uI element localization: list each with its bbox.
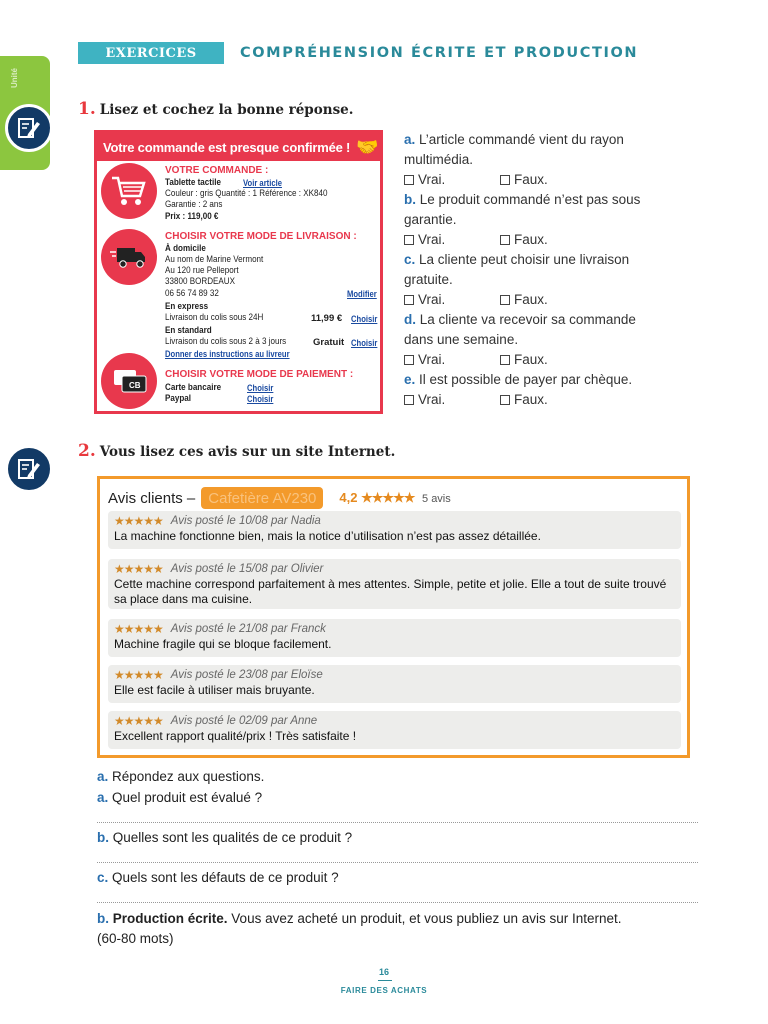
address-phone: 06 56 74 89 32 (165, 288, 219, 299)
review-item (108, 619, 681, 657)
page-number: 16 (378, 967, 389, 977)
review-text: La machine fonctionne bien, mais la notice d’utilisation n’est pas assez détaillée. (114, 529, 541, 543)
review-text: Elle est facile à utiliser mais bruyante. (114, 683, 315, 697)
part-b-instruction (97, 909, 697, 949)
answer-row (404, 390, 684, 410)
review-meta (114, 622, 675, 636)
statement-line-cont: gratuite. (404, 272, 453, 287)
statement-line-cont: multimédia. (404, 152, 474, 167)
product-details: Couleur : gris Quantité : 1 Référence : XK840 (165, 188, 328, 199)
checkbox-icon[interactable] (500, 175, 510, 185)
checkbox-icon[interactable] (404, 235, 414, 245)
true-option[interactable] (404, 170, 500, 190)
false-option[interactable] (500, 170, 596, 190)
part-text: Répondez aux questions. (112, 769, 265, 784)
review-item (108, 711, 681, 749)
review-item (108, 559, 681, 609)
choose-express-link[interactable]: Choisir (351, 314, 378, 324)
question-text: Quelles sont les qualités de ce produit ? (112, 830, 353, 845)
home-delivery-label (165, 243, 206, 255)
question-text: Quels sont les défauts de ce produit ? (112, 870, 339, 885)
statement-line (404, 190, 684, 210)
product-name: Tablette tactile (165, 177, 221, 188)
card-payment-label (165, 382, 221, 394)
answer-row (404, 230, 684, 250)
address-city: 33800 BORDEAUX (165, 276, 236, 287)
paypal-label (165, 393, 191, 405)
statement-line (404, 250, 684, 270)
statement-text: La cliente va recevoir sa commande (419, 312, 636, 327)
true-label: Vrai. (418, 352, 446, 367)
question-letter: c. (97, 870, 109, 885)
exercises-label: EXERCICES (105, 45, 197, 61)
handshake-icon: 🤝 (356, 136, 379, 157)
express-price: 11,99 € (311, 313, 343, 324)
review-meta (114, 514, 675, 528)
answer-row (404, 290, 684, 310)
true-option[interactable] (404, 390, 500, 410)
statement-line-cont: dans une semaine. (404, 332, 519, 347)
footer-divider (378, 980, 392, 981)
order-confirmation-box (94, 130, 383, 414)
review-meta (114, 562, 675, 576)
statement-text: La cliente peut choisir une livraison (419, 252, 630, 267)
true-label: Vrai. (418, 172, 446, 187)
address-street: Au 120 rue Pelleport (165, 265, 239, 276)
statement-line (404, 370, 684, 390)
checkbox-icon[interactable] (404, 355, 414, 365)
question-2-title (78, 441, 395, 461)
checkbox-icon[interactable] (500, 235, 510, 245)
delivery-instructions-link[interactable]: Donner des instructions au livreur (165, 349, 290, 359)
statement-line (404, 310, 684, 330)
checkbox-icon[interactable] (404, 175, 414, 185)
chapter-label: FAIRE DES ACHATS (340, 986, 428, 995)
rating-stars-icon: ★★★★★ (361, 490, 415, 505)
review-author-date: Avis posté le 02/09 par Anne (170, 715, 318, 727)
card-payment-text: Carte bancaire (165, 382, 222, 393)
part-a-instruction (97, 769, 264, 784)
checkbox-icon[interactable] (500, 395, 510, 405)
true-option[interactable] (404, 230, 500, 250)
question-b (97, 830, 352, 845)
part-bold: Production écrite. (112, 911, 228, 926)
star-rating-icon: ★★★★★ (114, 714, 163, 728)
question-letter: b. (97, 830, 109, 845)
review-meta (114, 668, 675, 682)
page-title: COMPRÉHENSION ÉCRITE ET PRODUCTION (240, 45, 639, 61)
product-line (165, 177, 221, 189)
product-tag: Cafetière AV230 (201, 487, 323, 509)
part-text: Vous avez acheté un produit, et vous publiez un avis sur Internet. (227, 911, 622, 926)
standard-text: En standard (165, 325, 212, 336)
see-article-link[interactable]: Voir article (243, 178, 282, 188)
writing-exercise-icon (5, 445, 53, 493)
false-option[interactable] (500, 290, 596, 310)
reviews-header-label: Avis clients – (108, 489, 196, 507)
false-label: Faux. (514, 352, 548, 367)
statement-letter: e. (404, 372, 416, 387)
express-desc: Livraison du colis sous 24H (165, 312, 264, 323)
statement-letter: a. (404, 132, 416, 147)
review-item (108, 511, 681, 549)
customer-reviews-panel (97, 476, 690, 758)
answer-line[interactable] (97, 862, 698, 863)
review-text: Excellent rapport qualité/prix ! Très satisfaite ! (114, 729, 357, 743)
part-letter: b. (97, 911, 109, 926)
question-number: 1. (78, 99, 96, 119)
rating-value: 4,2 (339, 490, 358, 505)
false-option[interactable] (500, 350, 596, 370)
product-warranty: Garantie : 2 ans (165, 199, 223, 210)
review-text: Cette machine correspond parfaitement à mes attentes. Simple, petite et jolie. Elle a tout de suite trouvé sa place dans ma cuisine. (114, 577, 667, 606)
question-a (97, 790, 262, 805)
paypal-text: Paypal (165, 393, 192, 404)
star-rating-icon: ★★★★★ (114, 668, 163, 682)
statement-letter: b. (404, 192, 416, 207)
part-letter: a. (97, 769, 109, 784)
standard-desc: Livraison du colis sous 2 à 3 jours (165, 336, 287, 347)
product-price (165, 211, 218, 223)
address-name: Au nom de Marine Vermont (165, 254, 264, 265)
answer-line[interactable] (97, 902, 698, 903)
question-c (97, 870, 339, 885)
statement-text: L’article commandé vient du rayon (419, 132, 624, 147)
review-count: 5 avis (422, 493, 451, 505)
statement-letter: c. (404, 252, 416, 267)
payment-section-title: CHOISIR VOTRE MODE DE PAIEMENT : (165, 369, 354, 380)
statement-line (404, 130, 684, 150)
question-text: Vous lisez ces avis sur un site Internet. (99, 444, 396, 460)
question-number: 2. (78, 441, 96, 461)
true-label: Vrai. (418, 292, 446, 307)
reviews-header (108, 487, 451, 509)
false-label: Faux. (514, 292, 548, 307)
order-section-title: VOTRE COMMANDE : (165, 165, 269, 176)
shopping-cart-icon (101, 163, 157, 219)
cb-logo-text: CB (129, 381, 141, 390)
statement-text: Il est possible de payer par chèque. (419, 372, 633, 387)
false-label: Faux. (514, 172, 548, 187)
star-rating-icon: ★★★★★ (114, 562, 163, 576)
word-count: (60-80 mots) (97, 931, 174, 946)
true-option[interactable] (404, 290, 500, 310)
average-rating (339, 490, 450, 506)
review-author-date: Avis posté le 15/08 par Olivier (170, 563, 324, 575)
checkbox-icon[interactable] (404, 295, 414, 305)
answer-row (404, 170, 684, 190)
order-headline-text: Votre commande est presque confirmée ! (103, 139, 351, 155)
price-value: Prix : 119,00 € (165, 211, 219, 222)
writing-exercise-icon (5, 104, 53, 152)
choose-standard-link[interactable]: Choisir (351, 338, 378, 348)
false-label: Faux. (514, 392, 548, 407)
delivery-truck-icon (101, 229, 157, 285)
delivery-section-title: CHOISIR VOTRE MODE DE LIVRAISON : (165, 231, 357, 242)
question-text: Lisez et cochez la bonne réponse. (99, 102, 354, 118)
review-text: Machine fragile qui se bloque facilement. (114, 637, 332, 651)
question-text: Quel produit est évalué ? (112, 790, 263, 805)
choose-card-link[interactable]: Choisir (247, 383, 274, 393)
false-label: Faux. (514, 232, 548, 247)
side-tab-label: Unité (10, 68, 19, 88)
question-letter: a. (97, 790, 109, 805)
checkbox-icon[interactable] (500, 355, 510, 365)
true-label: Vrai. (418, 232, 446, 247)
modify-link[interactable]: Modifier (347, 289, 377, 299)
question-1-title (78, 99, 353, 119)
answer-row (404, 350, 684, 370)
review-item (108, 665, 681, 703)
review-meta (114, 714, 675, 728)
exercises-band (78, 42, 224, 64)
order-headline (97, 133, 380, 161)
home-delivery-text: À domicile (165, 243, 206, 254)
false-option[interactable] (500, 390, 596, 410)
true-false-list (404, 130, 684, 410)
choose-paypal-link[interactable]: Choisir (247, 394, 274, 404)
star-rating-icon: ★★★★★ (114, 622, 163, 636)
review-author-date: Avis posté le 23/08 par Eloïse (170, 669, 323, 681)
review-author-date: Avis posté le 10/08 par Nadia (170, 515, 321, 527)
true-label: Vrai. (418, 392, 446, 407)
false-option[interactable] (500, 230, 596, 250)
statement-letter: d. (404, 312, 416, 327)
answer-line[interactable] (97, 822, 698, 823)
true-option[interactable] (404, 350, 500, 370)
credit-card-icon (101, 353, 157, 409)
express-label (165, 301, 208, 313)
star-rating-icon: ★★★★★ (114, 514, 163, 528)
checkbox-icon[interactable] (404, 395, 414, 405)
standard-price: Gratuit (313, 337, 345, 348)
review-author-date: Avis posté le 21/08 par Franck (170, 623, 326, 635)
standard-label (165, 325, 212, 337)
statement-line-cont: garantie. (404, 212, 457, 227)
checkbox-icon[interactable] (500, 295, 510, 305)
express-text: En express (165, 301, 209, 312)
statement-text: Le produit commandé n’est pas sous (419, 192, 641, 207)
